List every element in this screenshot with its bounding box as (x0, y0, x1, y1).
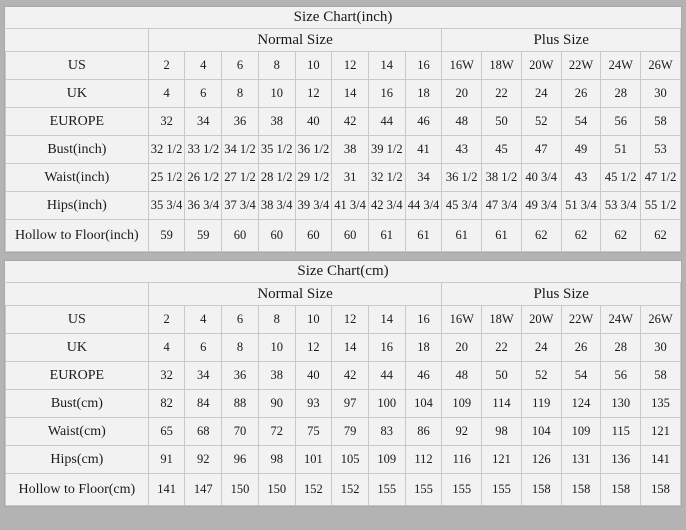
cell: 58 (641, 108, 681, 136)
cell: 42 (332, 108, 369, 136)
cell: 70 (222, 418, 259, 446)
cell: 135 (641, 390, 681, 418)
cell: 62 (521, 220, 561, 252)
cell: 124 (561, 390, 601, 418)
cell: 8 (258, 52, 295, 80)
cell: 12 (295, 80, 332, 108)
group-header-row (6, 29, 681, 52)
cell: 34 (185, 108, 222, 136)
cell: 41 3/4 (332, 192, 369, 220)
cell: 24 (521, 334, 561, 362)
group-header-plus: Plus Size (442, 283, 681, 306)
cell: 25 1/2 (148, 164, 185, 192)
cell: 84 (185, 390, 222, 418)
group-header-empty (6, 29, 149, 52)
cell: 109 (561, 418, 601, 446)
cell: 60 (258, 220, 295, 252)
group-header-row (6, 283, 681, 306)
cell: 26 1/2 (185, 164, 222, 192)
group-header-normal: Normal Size (148, 283, 442, 306)
row-label: Hips(inch) (6, 192, 149, 220)
cell: 32 (148, 362, 185, 390)
cell: 42 3/4 (368, 192, 405, 220)
cell: 131 (561, 446, 601, 474)
cell: 20 (442, 80, 482, 108)
cell: 24 (521, 80, 561, 108)
cell: 37 3/4 (222, 192, 259, 220)
cell: 28 (601, 334, 641, 362)
cell: 114 (482, 390, 522, 418)
cell: 12 (332, 306, 369, 334)
cell: 41 (405, 136, 442, 164)
chart-title-row (6, 261, 681, 283)
cell: 75 (295, 418, 332, 446)
cell: 32 (148, 108, 185, 136)
cell: 158 (601, 474, 641, 506)
cell: 22 (482, 334, 522, 362)
cell: 48 (442, 108, 482, 136)
cell: 44 3/4 (405, 192, 442, 220)
cell: 155 (442, 474, 482, 506)
cell: 38 (332, 136, 369, 164)
row-label: Hollow to Floor(cm) (6, 474, 149, 506)
row-label: Bust(cm) (6, 390, 149, 418)
cell: 115 (601, 418, 641, 446)
cell: 58 (641, 362, 681, 390)
cell: 126 (521, 446, 561, 474)
row-label: UK (6, 334, 149, 362)
cell: 43 (561, 164, 601, 192)
cell: 26W (641, 306, 681, 334)
cell: 49 (561, 136, 601, 164)
cell: 18 (405, 334, 442, 362)
cell: 90 (258, 390, 295, 418)
cell: 24W (601, 306, 641, 334)
cell: 51 (601, 136, 641, 164)
table-row (6, 136, 681, 164)
cell: 119 (521, 390, 561, 418)
cell: 38 (258, 108, 295, 136)
cell: 109 (368, 446, 405, 474)
page-title: Size Chart(cm) (6, 261, 681, 283)
cell: 4 (148, 334, 185, 362)
cell: 8 (222, 80, 259, 108)
cell: 16 (405, 52, 442, 80)
cell: 40 3/4 (521, 164, 561, 192)
cell: 91 (148, 446, 185, 474)
cell: 16 (368, 334, 405, 362)
cell: 20W (521, 52, 561, 80)
cell: 150 (258, 474, 295, 506)
cell: 158 (521, 474, 561, 506)
cell: 147 (185, 474, 222, 506)
cell: 6 (185, 80, 222, 108)
cell: 12 (332, 52, 369, 80)
table-row (6, 474, 681, 506)
cell: 86 (405, 418, 442, 446)
cell: 22W (561, 306, 601, 334)
cell: 45 (482, 136, 522, 164)
cell: 38 (258, 362, 295, 390)
cell: 100 (368, 390, 405, 418)
group-header-empty (6, 283, 149, 306)
cell: 121 (641, 418, 681, 446)
group-header-normal: Normal Size (148, 29, 442, 52)
group-header-plus: Plus Size (442, 29, 681, 52)
cell: 59 (185, 220, 222, 252)
cell: 105 (332, 446, 369, 474)
cell: 29 1/2 (295, 164, 332, 192)
cell: 16W (442, 306, 482, 334)
table-row (6, 446, 681, 474)
cell: 18W (482, 306, 522, 334)
cell: 38 1/2 (482, 164, 522, 192)
cell: 31 (332, 164, 369, 192)
cell: 79 (332, 418, 369, 446)
cell: 96 (222, 446, 259, 474)
cell: 88 (222, 390, 259, 418)
table-row (6, 334, 681, 362)
row-label: Bust(inch) (6, 136, 149, 164)
cell: 53 3/4 (601, 192, 641, 220)
cell: 59 (148, 220, 185, 252)
cell: 141 (148, 474, 185, 506)
page-title: Size Chart(inch) (6, 7, 681, 29)
cell: 158 (561, 474, 601, 506)
size-chart-cm (4, 260, 682, 507)
cell: 52 (521, 108, 561, 136)
cell: 4 (148, 80, 185, 108)
cell: 62 (601, 220, 641, 252)
cell: 28 1/2 (258, 164, 295, 192)
cell: 61 (482, 220, 522, 252)
cell: 83 (368, 418, 405, 446)
cell: 104 (405, 390, 442, 418)
cell: 36 1/2 (442, 164, 482, 192)
cell: 40 (295, 108, 332, 136)
cell: 155 (368, 474, 405, 506)
row-label: US (6, 306, 149, 334)
cell: 42 (332, 362, 369, 390)
cell: 92 (442, 418, 482, 446)
cell: 43 (442, 136, 482, 164)
cell: 72 (258, 418, 295, 446)
cell: 35 3/4 (148, 192, 185, 220)
row-label: Waist(cm) (6, 418, 149, 446)
cell: 10 (295, 306, 332, 334)
cell: 50 (482, 108, 522, 136)
cell: 38 3/4 (258, 192, 295, 220)
cell: 47 (521, 136, 561, 164)
cell: 27 1/2 (222, 164, 259, 192)
cell: 34 1/2 (222, 136, 259, 164)
cell: 36 (222, 362, 259, 390)
cell: 98 (258, 446, 295, 474)
row-label: Hollow to Floor(inch) (6, 220, 149, 252)
cell: 55 1/2 (641, 192, 681, 220)
table-row (6, 418, 681, 446)
cell: 54 (561, 108, 601, 136)
cell: 35 1/2 (258, 136, 295, 164)
table-row (6, 108, 681, 136)
table-row (6, 362, 681, 390)
cell: 46 (405, 362, 442, 390)
cell: 65 (148, 418, 185, 446)
cell: 45 1/2 (601, 164, 641, 192)
cell: 10 (295, 52, 332, 80)
cell: 39 1/2 (368, 136, 405, 164)
cell: 34 (405, 164, 442, 192)
cell: 6 (185, 334, 222, 362)
table-row (6, 192, 681, 220)
row-label: UK (6, 80, 149, 108)
cell: 18W (482, 52, 522, 80)
cell: 82 (148, 390, 185, 418)
table-row (6, 164, 681, 192)
cell: 62 (641, 220, 681, 252)
cell: 8 (222, 334, 259, 362)
cell: 60 (222, 220, 259, 252)
cell: 20 (442, 334, 482, 362)
table-row (6, 220, 681, 252)
row-label: EUROPE (6, 108, 149, 136)
cell: 10 (258, 80, 295, 108)
cell: 116 (442, 446, 482, 474)
cell: 24W (601, 52, 641, 80)
cell: 45 3/4 (442, 192, 482, 220)
cell: 22 (482, 80, 522, 108)
cell: 14 (332, 80, 369, 108)
cell: 33 1/2 (185, 136, 222, 164)
cell: 104 (521, 418, 561, 446)
cell: 56 (601, 362, 641, 390)
cell: 152 (295, 474, 332, 506)
cell: 130 (601, 390, 641, 418)
cell: 6 (222, 306, 259, 334)
cell: 158 (641, 474, 681, 506)
cell: 98 (482, 418, 522, 446)
table-row (6, 306, 681, 334)
size-chart-inch-table (5, 7, 681, 252)
cell: 60 (295, 220, 332, 252)
cell: 121 (482, 446, 522, 474)
cell: 97 (332, 390, 369, 418)
cell: 16 (368, 80, 405, 108)
cell: 4 (185, 306, 222, 334)
cell: 16 (405, 306, 442, 334)
cell: 48 (442, 362, 482, 390)
size-chart-inch (4, 6, 682, 253)
cell: 51 3/4 (561, 192, 601, 220)
cell: 4 (185, 52, 222, 80)
cell: 47 1/2 (641, 164, 681, 192)
cell: 6 (222, 52, 259, 80)
row-label: EUROPE (6, 362, 149, 390)
cell: 61 (368, 220, 405, 252)
cell: 155 (405, 474, 442, 506)
cell: 8 (258, 306, 295, 334)
row-label: Hips(cm) (6, 446, 149, 474)
cell: 46 (405, 108, 442, 136)
cell: 141 (641, 446, 681, 474)
cell: 101 (295, 446, 332, 474)
cell: 109 (442, 390, 482, 418)
cell: 150 (222, 474, 259, 506)
cell: 112 (405, 446, 442, 474)
cell: 22W (561, 52, 601, 80)
cell: 62 (561, 220, 601, 252)
cell: 152 (332, 474, 369, 506)
cell: 26 (561, 334, 601, 362)
cell: 49 3/4 (521, 192, 561, 220)
cell: 14 (368, 306, 405, 334)
cell: 12 (295, 334, 332, 362)
cell: 14 (368, 52, 405, 80)
cell: 30 (641, 334, 681, 362)
cell: 36 1/2 (295, 136, 332, 164)
cell: 20W (521, 306, 561, 334)
cell: 39 3/4 (295, 192, 332, 220)
cell: 61 (442, 220, 482, 252)
cell: 36 3/4 (185, 192, 222, 220)
cell: 54 (561, 362, 601, 390)
table-row (6, 390, 681, 418)
cell: 26W (641, 52, 681, 80)
cell: 44 (368, 108, 405, 136)
cell: 2 (148, 52, 185, 80)
cell: 155 (482, 474, 522, 506)
table-row (6, 80, 681, 108)
chart-title-row (6, 7, 681, 29)
cell: 56 (601, 108, 641, 136)
cell: 44 (368, 362, 405, 390)
cell: 32 1/2 (368, 164, 405, 192)
row-label: Waist(inch) (6, 164, 149, 192)
cell: 30 (641, 80, 681, 108)
cell: 93 (295, 390, 332, 418)
cell: 92 (185, 446, 222, 474)
cell: 2 (148, 306, 185, 334)
cell: 18 (405, 80, 442, 108)
cell: 36 (222, 108, 259, 136)
cell: 50 (482, 362, 522, 390)
row-label: US (6, 52, 149, 80)
cell: 60 (332, 220, 369, 252)
cell: 68 (185, 418, 222, 446)
cell: 32 1/2 (148, 136, 185, 164)
cell: 40 (295, 362, 332, 390)
size-chart-cm-table (5, 261, 681, 506)
cell: 14 (332, 334, 369, 362)
cell: 47 3/4 (482, 192, 522, 220)
cell: 52 (521, 362, 561, 390)
cell: 53 (641, 136, 681, 164)
cell: 34 (185, 362, 222, 390)
cell: 26 (561, 80, 601, 108)
cell: 28 (601, 80, 641, 108)
table-row (6, 52, 681, 80)
cell: 136 (601, 446, 641, 474)
cell: 10 (258, 334, 295, 362)
cell: 61 (405, 220, 442, 252)
cell: 16W (442, 52, 482, 80)
